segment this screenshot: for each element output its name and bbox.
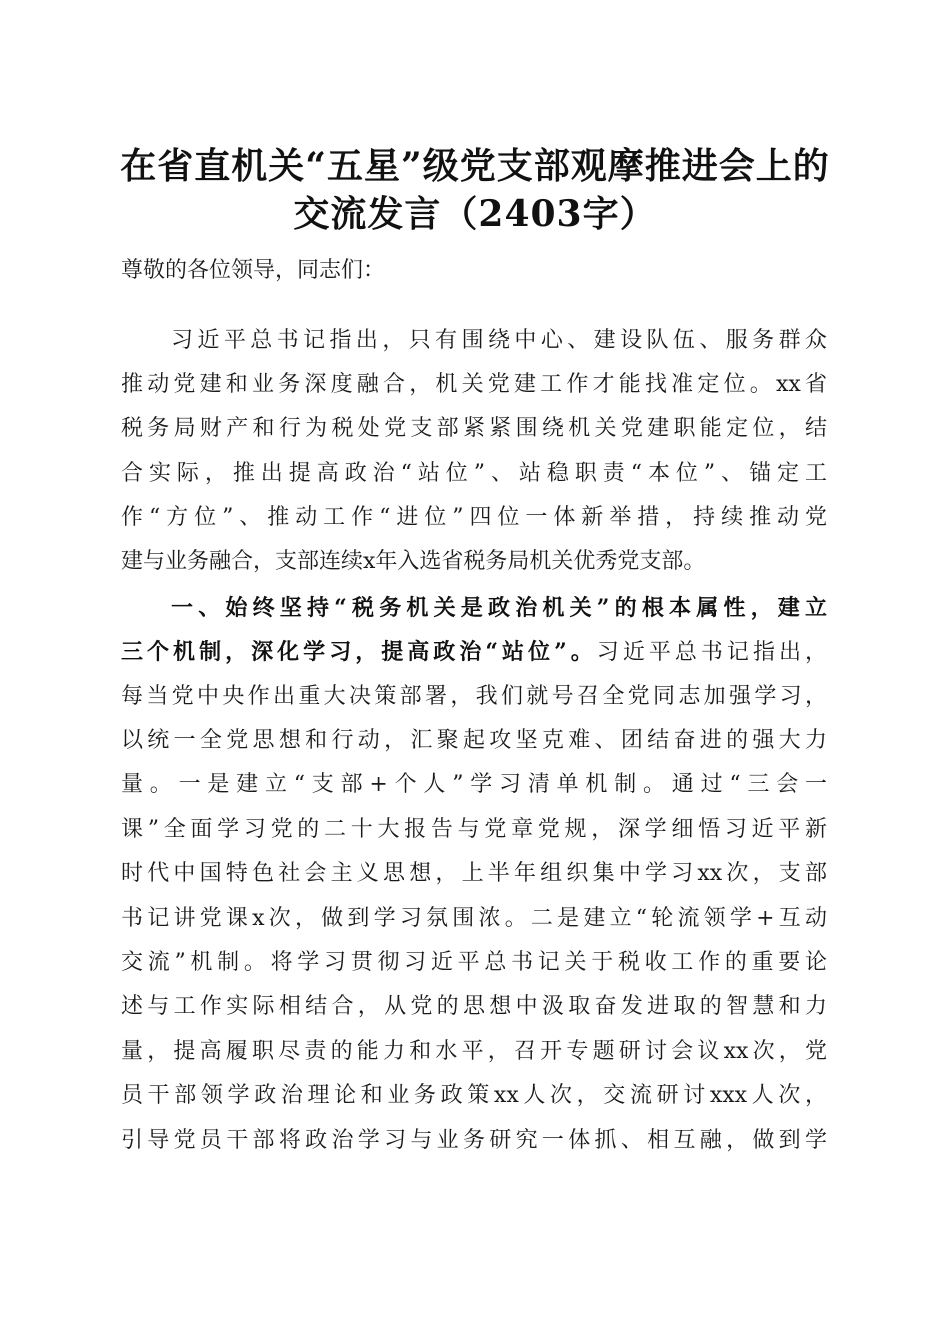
intro-line: 合实际，推出提高政治“站位”、站稳职责“本位”、锚定工 — [121, 461, 827, 486]
section-body-line: 员干部领学政治理论和业务政策xx人次，交流研讨xxx人次， — [121, 1083, 827, 1108]
section-body-line: 量，提高履职尽责的能力和水平，召开专题研讨会议xx次，党 — [121, 1039, 827, 1064]
salutation: 尊敬的各位领导，同志们： — [121, 258, 386, 283]
section-heading-bold: 三个机制，深化学习，提高政治“站位”。 — [121, 639, 597, 665]
intro-line: 建与业务融合，支部连续x年入选省税务局机关优秀党支部。 — [121, 549, 706, 574]
intro-line: 习近平总书记指出，只有围绕中心、建设队伍、服务群众 — [171, 328, 827, 353]
section-body-line: 引导党员干部将政治学习与业务研究一体抓、相互融，做到学 — [121, 1128, 827, 1153]
section-heading-line-2 — [121, 637, 827, 668]
section-body-line: 量。一是建立“支部+个人”学习清单机制。通过“三会一 — [121, 772, 827, 797]
section-heading-line-1: 一、始终坚持“税务机关是政治机关”的根本属性，建立 — [171, 595, 827, 621]
section-body-line: 述与工作实际相结合，从党的思想中汲取奋发进取的智慧和力 — [121, 994, 827, 1019]
intro-line: 推动党建和业务深度融合，机关党建工作才能找准定位。xx省 — [121, 372, 827, 397]
section-body-line: 课”全面学习党的二十大报告与党章党规，深学细悟习近平新 — [121, 817, 827, 842]
section-body-start: 习近平总书记指出， — [596, 640, 827, 665]
section-body-line: 以统一全党思想和行动，汇聚起攻坚克难、团结奋进的强大力 — [121, 728, 827, 753]
intro-line: 税务局财产和行为税处党支部紧紧围绕机关党建职能定位，结 — [121, 416, 827, 441]
document-title-line-2: 交流发言（2403字） — [293, 193, 657, 235]
section-body-line: 每当党中央作出重大决策部署，我们就号召全党同志加强学习， — [121, 684, 827, 709]
intro-line: 作“方位”、推动工作“进位”四位一体新举措，持续推动党 — [121, 505, 827, 530]
document-title-line-1: 在省直机关“五星”级党支部观摩推进会上的 — [120, 145, 830, 187]
section-body-line: 交流”机制。将学习贯彻习近平总书记关于税收工作的重要论 — [121, 950, 827, 975]
section-body-line: 书记讲党课x次，做到学习氛围浓。二是建立“轮流领学+互动 — [121, 906, 827, 931]
section-body-line: 时代中国特色社会主义思想，上半年组织集中学习xx次，支部 — [121, 861, 827, 886]
